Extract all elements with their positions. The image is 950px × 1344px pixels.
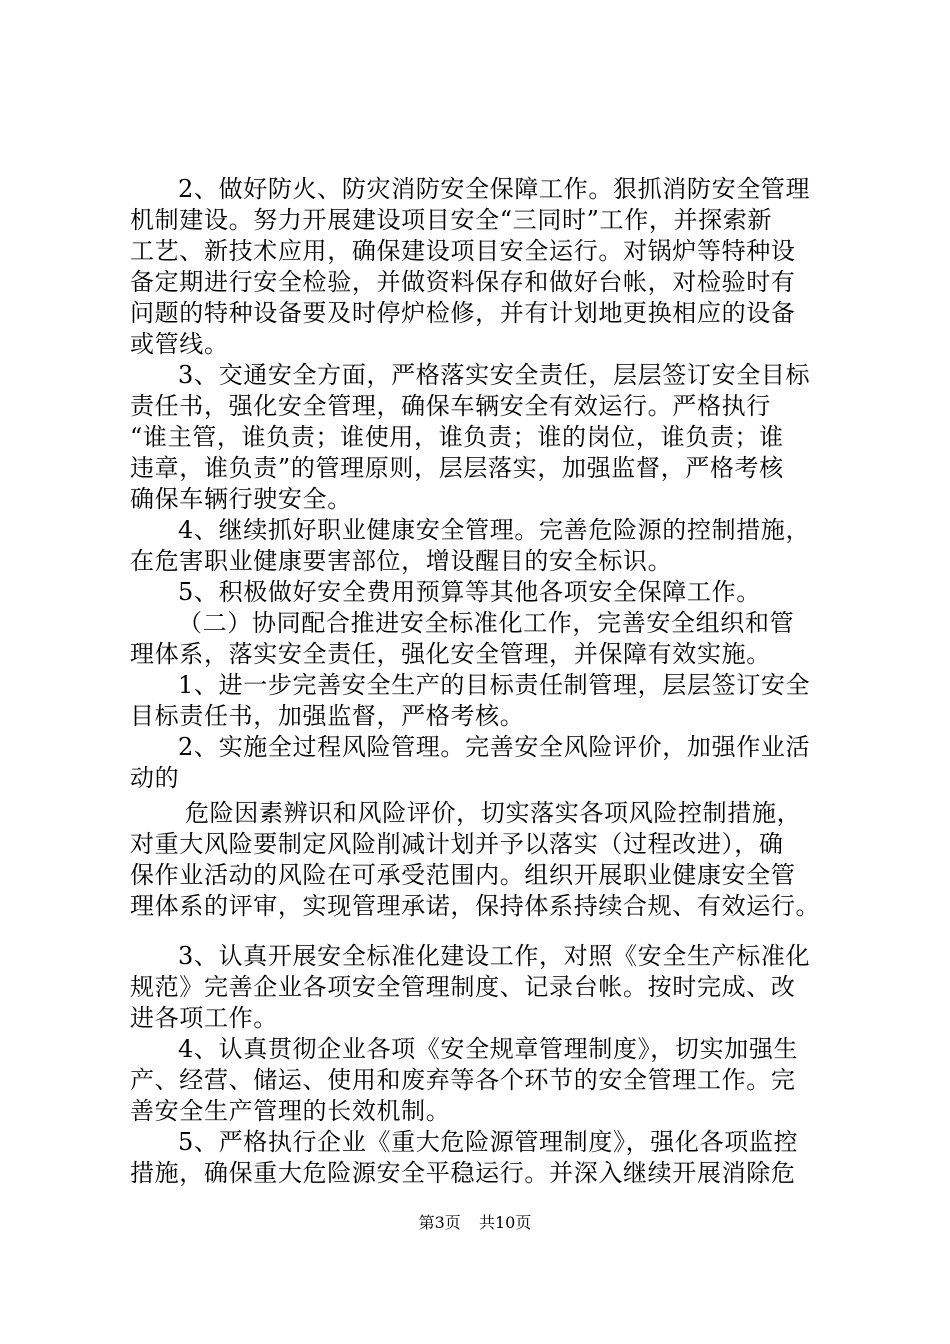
text-line: 问题的特种设备要及时停炉检修，并有计划地更换相应的设备 xyxy=(130,299,796,327)
text-line: 责任书，强化安全管理，确保车辆安全有效运行。严格执行 xyxy=(130,392,771,420)
text-line: 理体系的评审，实现管理承诺，保持体系持续合规、有效运行。 xyxy=(130,892,821,920)
text-line: 确保车辆行驶安全。 xyxy=(130,485,352,513)
text-line: 危险因素辨识和风险评价，切实落实各项风险控制措施， xyxy=(185,799,802,827)
page-number: 第3页 xyxy=(418,1213,461,1232)
text-line: 机制建设。努力开展建设项目安全“三同时”工作，并探索新 xyxy=(130,206,773,234)
text-line: 善安全生产管理的长效机制。 xyxy=(130,1097,451,1125)
text-line: 对重大风险要制定风险削减计划并予以落实（过程改进），确 xyxy=(130,830,784,858)
text-line: 4、认真贯彻企业各项《安全规章管理制度》，切实加强生 xyxy=(178,1035,799,1063)
text-line: “谁主管，谁负责；谁使用，谁负责；谁的岗位，谁负责；谁 xyxy=(130,423,784,451)
text-line: 2、做好防火、防灾消防安全保障工作。狠抓消防安全管理 xyxy=(178,175,811,203)
text-line: 动的 xyxy=(130,764,180,792)
text-line: 产、经营、储运、使用和废弃等各个环节的安全管理工作。完 xyxy=(130,1066,796,1094)
page-total: 共10页 xyxy=(479,1213,532,1232)
text-line: 5、严格执行企业《重大危险源管理制度》，强化各项监控 xyxy=(178,1128,799,1156)
text-line: 保作业活动的风险在可承受范围内。组织开展职业健康安全管 xyxy=(130,861,796,889)
text-line: 2、实施全过程风险管理。完善安全风险评价，加强作业活 xyxy=(178,733,811,761)
text-line: 规范》完善企业各项安全管理制度、记录台帐。按时完成、改 xyxy=(130,973,796,1001)
text-line: 目标责任书，加强监督，严格考核。 xyxy=(130,702,525,730)
page-footer xyxy=(0,1213,950,1233)
text-line: 理体系，落实安全责任，强化安全管理，并保障有效实施。 xyxy=(130,640,771,668)
text-line: 措施，确保重大危险源安全平稳运行。并深入继续开展消除危 xyxy=(130,1159,796,1187)
text-line: 3、认真开展安全标准化建设工作，对照《安全生产标准化 xyxy=(178,942,811,970)
text-line: 4、继续抓好职业健康安全管理。完善危险源的控制措施， xyxy=(178,516,811,544)
text-line: 备定期进行安全检验，并做资料保存和做好台帐，对检验时有 xyxy=(130,268,796,296)
text-line: 1、进一步完善安全生产的目标责任制管理，层层签订安全 xyxy=(178,671,811,699)
text-line: 工艺、新技术应用，确保建设项目安全运行。对锅炉等特种设 xyxy=(130,237,796,265)
text-line: 5、积极做好安全费用预算等其他各项安全保障工作。 xyxy=(178,578,761,606)
text-line: 在危害职业健康要害部位，增设醒目的安全标识。 xyxy=(130,547,673,575)
text-line: 3、交通安全方面，严格落实安全责任，层层签订安全目标 xyxy=(178,361,811,389)
text-line: 或管线。 xyxy=(130,330,229,358)
text-line: 违章，谁负责”的管理原则，层层落实，加强监督，严格考核 xyxy=(130,454,784,482)
text-line: 进各项工作。 xyxy=(130,1004,278,1032)
text-line: （二）协同配合推进安全标准化工作，完善安全组织和管 xyxy=(178,609,795,637)
